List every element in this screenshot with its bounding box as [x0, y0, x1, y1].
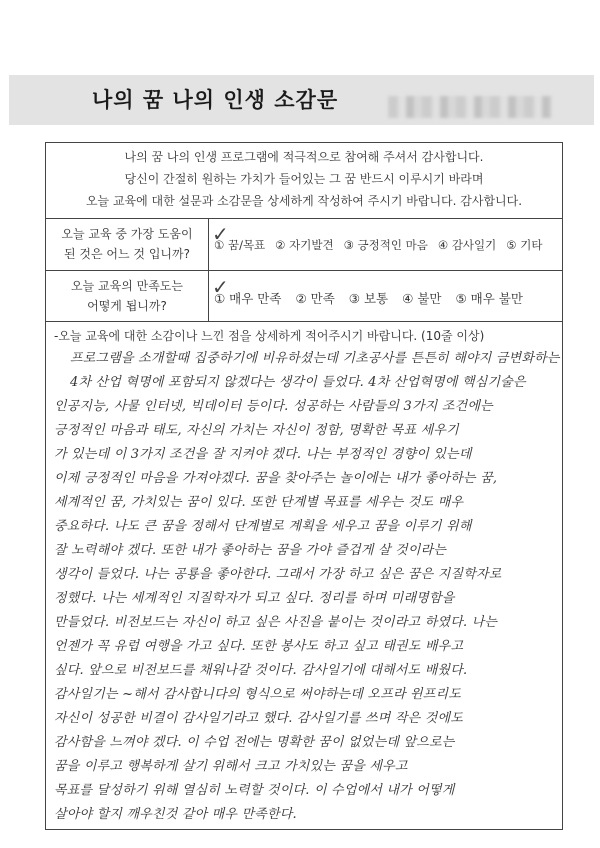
question-1-label: 오늘 교육 중 가장 도움이 된 것은 어느 것 입니까? [61, 227, 193, 261]
handwriting-line: 잘 노력해야 겠다. 또한 내가 좋아하는 꿈을 가야 즐겁게 살 것이라는 [54, 543, 447, 558]
handwriting-line: 세계적인 꿈, 가치있는 꿈이 있다. 또한 단계별 목표를 세우는 것도 매우 [54, 495, 464, 510]
option[interactable]: ③ 긍정적인 마음 [343, 238, 428, 252]
handwriting-line: 4차 산업 혁명에 포함되지 않겠다는 생각이 들었다. 4차 산업혁명에 핵심기술은 [70, 375, 526, 390]
divider [46, 218, 562, 219]
option[interactable]: ⑤ 기타 [506, 238, 543, 252]
option[interactable]: ① 매우 만족 [214, 291, 282, 306]
option[interactable]: ④ 감사일기 [437, 238, 497, 252]
handwriting-line: 만들었다. 비전보드는 자신이 하고 싶은 사진을 붙이는 것이라고 하였다. 나는 [54, 615, 498, 630]
intro-line: 당신이 간절히 원하는 가치가 들어있는 그 꿈 반드시 이루시기 바라며 [124, 172, 484, 186]
divider [46, 270, 562, 271]
handwriting-line: 자신이 성공한 비결이 감사일기라고 했다. 감사일기를 쓰며 작은 것에도 [54, 711, 463, 726]
handwriting-line: 정했다. 나는 세계적인 지질학자가 되고 싶다. 정리를 하며 미래명함을 [54, 591, 455, 606]
page-title: 나의 꿈 나의 인생 소감문 [92, 88, 339, 112]
handwriting-line: 긍정적인 마음과 태도, 자신의 가치는 자신이 정함, 명확한 목표 세우기 [54, 423, 459, 438]
handwriting-line: 이제 긍정적인 마음을 가져야겠다. 꿈을 찾아주는 놀이에는 내가 좋아하는 꿈, [54, 471, 498, 486]
column-divider [208, 218, 209, 321]
option[interactable]: ② 만족 [295, 291, 335, 306]
handwriting-line: 프로그램을 소개할때 집중하기에 비유하셨는데 기초공사를 튼튼히 해야지 금변화하는 [70, 351, 560, 366]
feedback-prompt: -오늘 교육에 대한 소감이나 느낀 점을 상세하게 적어주시기 바랍니다. (10줄 이상) [54, 329, 485, 343]
question-2-options[interactable] [214, 289, 560, 307]
checkmark-icon: ✓ [212, 222, 229, 246]
handwriting-line: 언젠가 꼭 유럽 여행을 가고 싶다. 또한 봉사도 하고 싶고 태권도 배우고 [54, 639, 464, 654]
option[interactable]: ② 자기발견 [275, 238, 334, 252]
checkmark-icon: ✓ [212, 275, 229, 299]
option[interactable]: ⑤ 매우 불만 [455, 291, 523, 306]
option[interactable]: ④ 불만 [402, 291, 442, 306]
option[interactable]: ① 꿈/목표 [214, 238, 266, 252]
question-2-label: 오늘 교육의 만족도는 어떻게 됩니까? [71, 279, 183, 313]
handwriting-line: 싶다. 앞으로 비전보드를 채워나갈 것이다. 감사일기에 대해서도 배웠다. [54, 663, 468, 678]
handwriting-line: 인공지능, 사물 인터넷, 빅데이터 등이다. 성공하는 사람들의 3가지 조건에는 [54, 399, 493, 414]
handwriting-line: 생각이 들었다. 나는 공룡을 좋아한다. 그래서 가장 하고 싶은 꿈은 지질학자로 [54, 567, 502, 582]
redacted-name [388, 96, 552, 118]
divider [46, 321, 562, 322]
handwriting-line: 가 있는데 이 3가지 조건을 잘 지켜야 겠다. 나는 부정적인 경향이 있는데 [54, 447, 472, 462]
handwriting-line: 감사함을 느껴야 겠다. 이 수업 전에는 명확한 꿈이 없었는데 앞으로는 [54, 735, 455, 750]
handwriting-line: 꿈을 이루고 행복하게 살기 위해서 크고 가치있는 꿈을 세우고 [54, 759, 408, 774]
intro-line: 오늘 교육에 대한 설문과 소감문을 상세하게 작성하여 주시기 바랍니다. 감사합니다. [85, 194, 523, 208]
option[interactable]: ③ 보통 [348, 291, 389, 306]
handwriting-line: 살아야 할지 깨우친것 같아 매우 만족한다. [54, 807, 297, 822]
handwriting-line: 중요하다. 나도 큰 꿈을 정해서 단계별로 계획을 세우고 꿈을 이루기 위해 [54, 519, 472, 534]
handwriting-line: 감사일기는 ~해서 감사합니다의 형식으로 써야하는데 오프라 윈프리도 [54, 687, 462, 702]
intro-text [46, 146, 562, 212]
intro-line: 나의 꿈 나의 인생 프로그램에 적극적으로 참여해 주셔서 감사합니다. [124, 150, 484, 164]
handwriting-line: 목표를 달성하기 위해 열심히 노력할 것이다. 이 수업에서 내가 어떻게 [54, 783, 455, 798]
question-1-options[interactable] [214, 237, 560, 253]
